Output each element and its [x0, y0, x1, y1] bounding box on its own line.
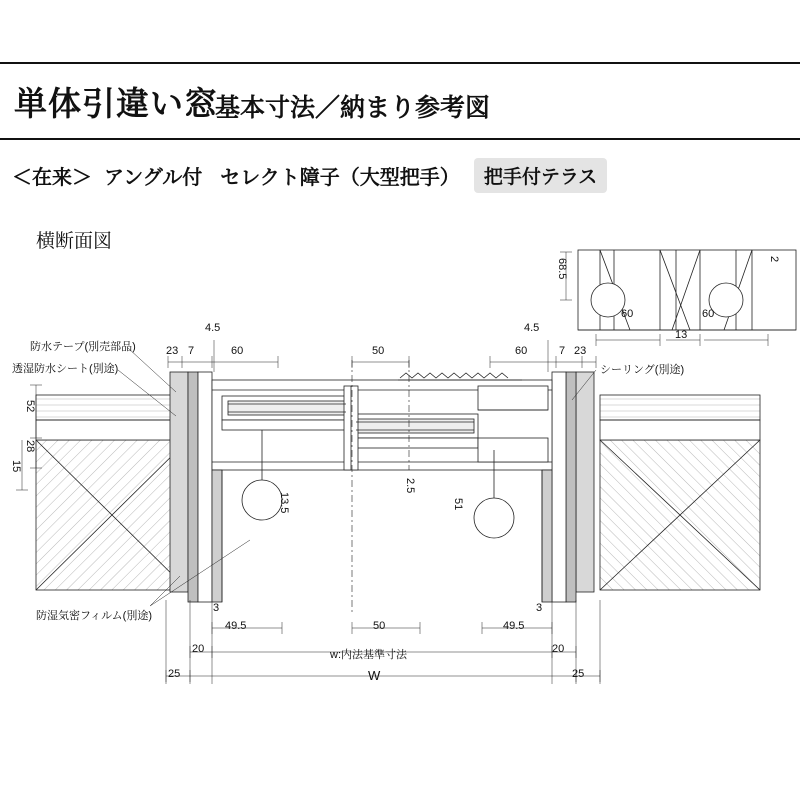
dim-low-right-3: 3 [536, 602, 543, 614]
dim-low-center-50: 50 [373, 620, 386, 632]
lower-dimension-lines [166, 600, 600, 684]
spec-badge: 把手付テラス [474, 158, 607, 193]
dim-135: 13.5 [278, 492, 290, 514]
dim-v-15: 15 [10, 460, 22, 473]
dim-v-52: 52 [24, 400, 36, 413]
dim-top-right-60: 60 [702, 308, 715, 320]
dim-low-right-25: 25 [572, 668, 585, 680]
note-vapor-film: 防湿気密フィルム(別途) [36, 610, 153, 622]
dim-top-left-60: 60 [621, 308, 634, 320]
wall-right [552, 372, 760, 602]
dim-low-right-20: 20 [552, 643, 565, 655]
dim-v-28: 28 [24, 440, 36, 453]
dim-low-left-20: 20 [192, 643, 205, 655]
spec-angle: アングル付 [104, 166, 203, 189]
section-label: 横断面図 [36, 231, 113, 252]
dim-center-50: 50 [372, 345, 385, 357]
dim-total-w: W [368, 668, 381, 683]
dim-left-23: 23 [166, 345, 179, 357]
dim-51: 51 [452, 498, 464, 511]
dim-right-7: 7 [559, 345, 566, 357]
dim-low-right-495: 49.5 [503, 620, 525, 632]
sash-assembly [212, 373, 552, 602]
dim-low-left-25: 25 [168, 668, 181, 680]
note-waterproof-tape: 防水テープ(別売部品) [30, 341, 136, 353]
spec-sash: セレクト障子（大型把手） [220, 166, 460, 189]
spec-kind: ＜在来＞ [12, 166, 92, 189]
page-subtitle: 基本寸法／納まり参考図 [215, 94, 491, 122]
dim-right-45: 4.5 [524, 322, 540, 334]
dim-inner-w: w:内法基準寸法 [330, 649, 407, 661]
dim-left-7: 7 [188, 345, 195, 357]
dim-left-60: 60 [231, 345, 244, 357]
dim-left-45: 4.5 [205, 322, 221, 334]
dim-top-685: 68.5 [556, 258, 568, 280]
dim-right-60: 60 [515, 345, 528, 357]
dim-top-2: 2 [768, 256, 780, 263]
dim-top-13: 13 [675, 329, 688, 341]
page-title: 単体引違い窓 [14, 85, 218, 122]
top-detail-view [578, 250, 796, 330]
dim-low-left-495: 49.5 [225, 620, 247, 632]
note-sealing: シーリング(別途) [600, 364, 685, 376]
dim-low-left-3: 3 [213, 602, 220, 614]
note-moisture-sheet: 透湿防水シート(別途) [12, 363, 119, 375]
wall-left [36, 372, 212, 602]
dim-right-23: 23 [574, 345, 587, 357]
dim-25: 2.5 [404, 478, 416, 494]
